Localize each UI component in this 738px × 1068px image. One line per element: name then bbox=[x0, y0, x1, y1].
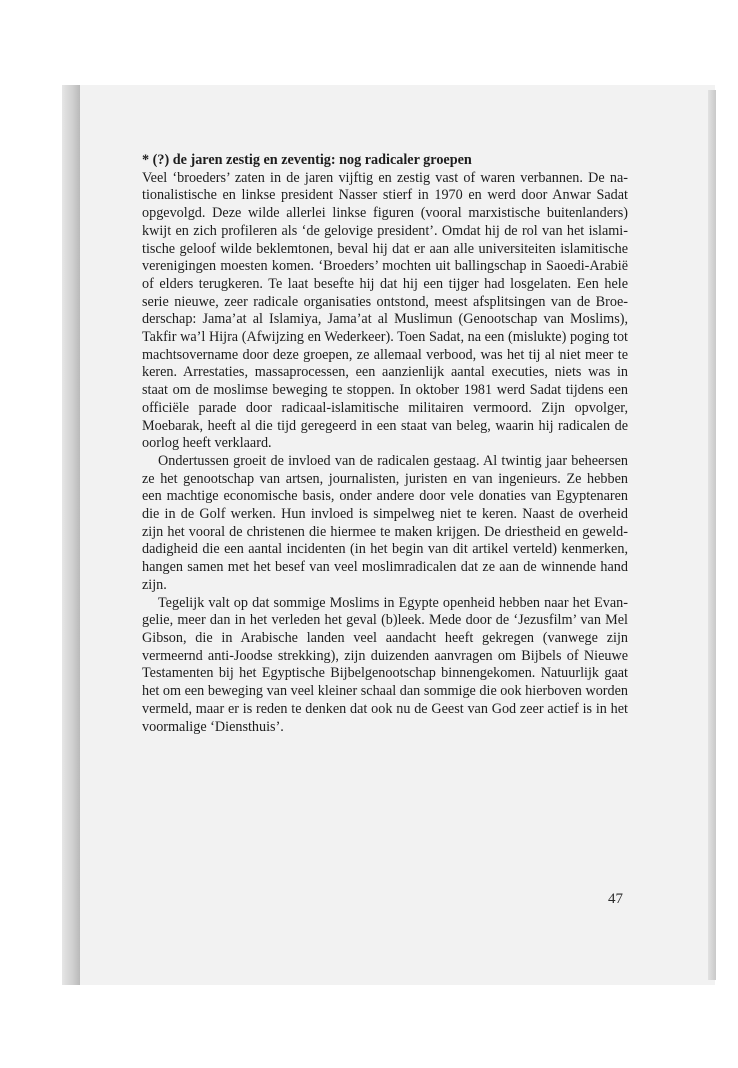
section-heading: * (?) de jaren zestig en zeventig: nog radicaler groepen bbox=[142, 152, 472, 168]
article-body bbox=[142, 152, 628, 736]
paragraph-2: Ondertussen groeit de invloed van de radicalen gestaag. Al twintig jaar beheersen ze het genootschap van artsen, journalisten, juristen en van ingenieurs. Ze hebben een machtige economische basis, onder andere door vele donaties van Egyptenaren die in de Golf werken. Hun invloed is simpelweg niet te keren. Naast de overheid zijn het vooral de christenen die hiermee te maken krijgen. De driestheid en gewelddadigheid die een aantal incidenten (in het begin van dit artikel verteld) kenmerken, hangen samen met het besef van veel moslimradicalen dat ze aan de winnende hand zijn. bbox=[142, 452, 628, 593]
page-number: 47 bbox=[608, 891, 623, 907]
paragraph-3: Tegelijk valt op dat sommige Moslims in Egypte openheid hebben naar het Evangelie, meer dan in het verleden het geval (b)leek. Mede door de ‘Jezusfilm’ van Mel Gibson, die in Arabische landen veel aandacht heeft gekregen (vanwege zijn vermeernd anti-Joodse strekking), zijn duizenden aanvragen om Bijbels of Nieuwe Testamenten bij het Egyptische Bijbelgenootschap binnengekomen. Natuurlijk gaat het om een beweging van veel kleiner schaal dan sommige die ook hierboven worden vermeld, maar er is reden te denken dat ook nu de Geest van God zeer actief is in het voormalige ‘Diensthuis’. bbox=[142, 594, 628, 735]
paragraph-1: Veel ‘broeders’ zaten in de jaren vijftig en zestig vast of waren verbannen. De nationalistische en linkse president Nasser stierf in 1970 en werd door Anwar Sadat opgevolgd. Deze wilde allerlei linkse figuren (vooral marxistische buitenlanders) kwijt en zich profileren als ‘de gelovige president’. Omdat hij de rol van het islamitische geloof wilde beklemtonen, beval hij dat er aan alle universiteiten islamitische verenigingen moesten komen. ‘Broeders’ mochten uit ballingschap in Saoedi-Arabië of elders terugkeren. Te laat besefte hij dat hij een tijger had losgelaten. Een hele serie nieuwe, zeer radicale organisaties ontstond, meest afsplitsingen van de Broederschap: Jama’at al Islamiya, Jama’at al Muslimun (Genootschap van Moslims), Takfir wa’l Hijra (Afwijzing en Wederkeer). Toen Sadat, na een (mislukte) poging tot machtsovername door deze groepen, ze allemaal verbood, was het tij al niet meer te keren. Arrestaties, massaprocessen, een aanzienlijk aantal executies, niets was in staat om de moslimse beweging te stoppen. In oktober 1981 werd Sadat tijdens een officiële parade door radicaal-islamitische militairen vermoord. Zijn opvolger, Moebarak, heeft al die tijd geregeerd in een staat van beleg, waarin hij radicalen de oorlog heeft verklaard. bbox=[142, 169, 628, 452]
page-fore-edge bbox=[708, 90, 716, 980]
book-spine-shadow bbox=[62, 85, 80, 985]
